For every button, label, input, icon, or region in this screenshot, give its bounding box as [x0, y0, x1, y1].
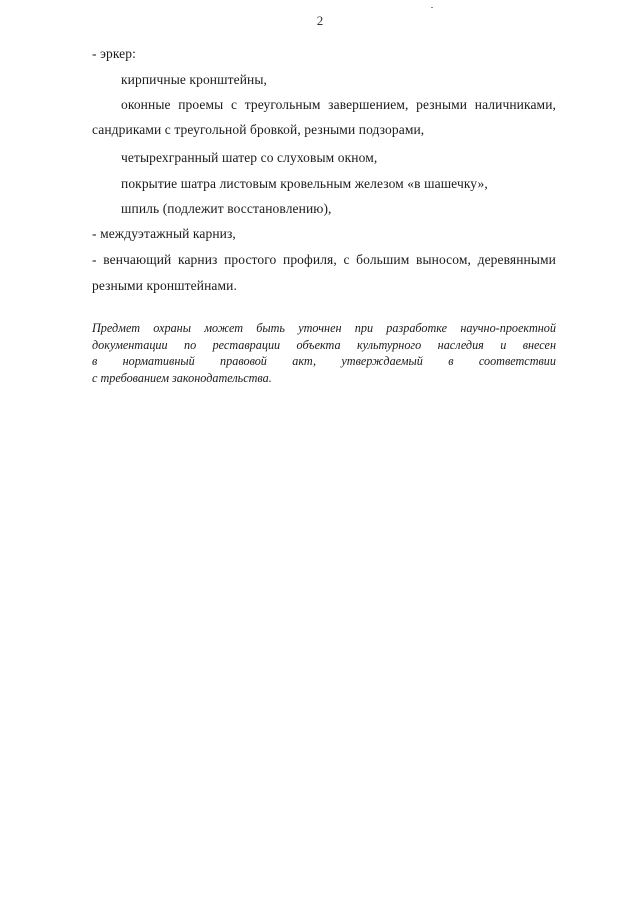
list-item-roof-covering: покрытие шатра листовым кровельным железом «в шашечку», — [121, 176, 488, 191]
list-item-spire: шпиль (подлежит восстановлению), — [121, 201, 332, 216]
protection-subject-note — [92, 320, 556, 386]
note-line-3: в нормативный правовой акт, утверждаемый в соответствии — [92, 354, 556, 368]
page-number: 2 — [316, 13, 324, 28]
list-item-window-openings: оконные проемы с треугольным завершением, резными наличниками, — [121, 97, 556, 112]
note-line-2: документации по реставрации объекта культурного наследия и внесен — [92, 337, 556, 352]
list-item-interfloor-cornice: - междуэтажный карниз, — [92, 226, 236, 241]
scan-speck — [431, 7, 433, 8]
list-item-window-openings-cont: сандриками с треугольной бровкой, резными подзорами, — [92, 122, 425, 137]
list-item-crowning-cornice: - венчающий карниз простого профиля, с большим выносом, деревянными — [92, 252, 556, 267]
list-item-crowning-cornice-cont: резными кронштейнами. — [92, 278, 237, 293]
list-item-brackets: кирпичные кронштейны, — [121, 72, 267, 87]
note-line-4: с требованием законодательства. — [92, 370, 272, 385]
list-item-erker: - эркер: — [92, 46, 136, 61]
list-item-tent-roof: четырехгранный шатер со слуховым окном, — [121, 150, 378, 165]
note-line-1: Предмет охраны может быть уточнен при разработке научно-проектной — [92, 321, 556, 335]
